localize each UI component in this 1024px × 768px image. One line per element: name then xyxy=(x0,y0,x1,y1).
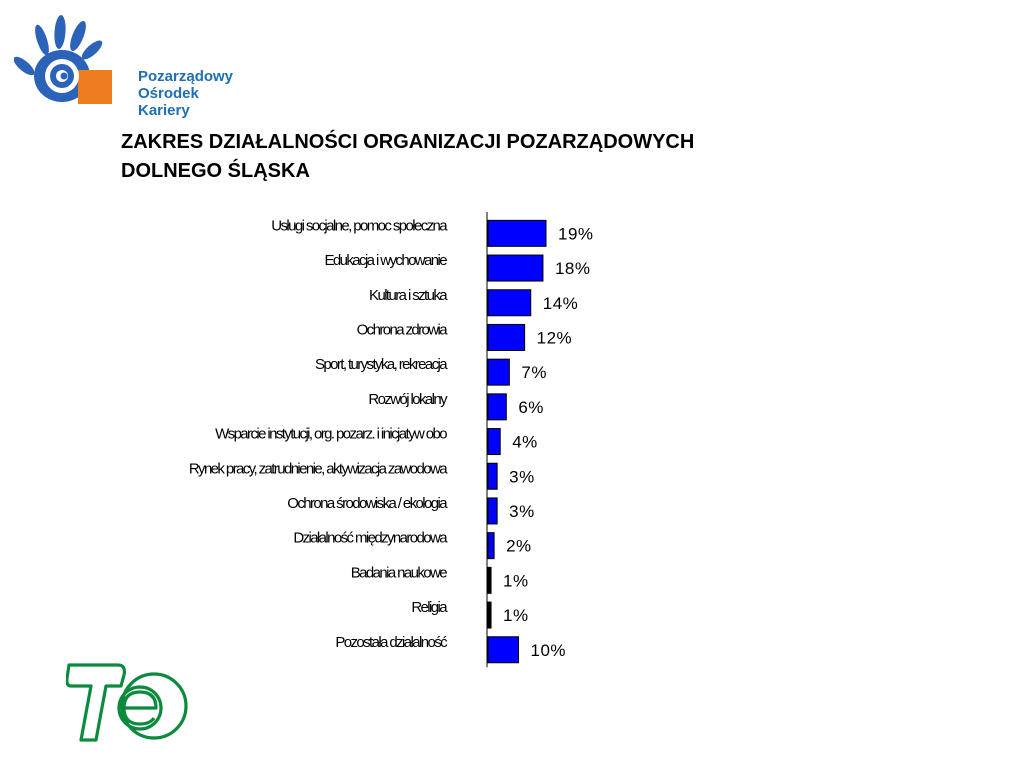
value-label: 2% xyxy=(506,536,532,556)
value-label: 10% xyxy=(530,640,567,660)
bar xyxy=(488,567,491,593)
bar xyxy=(488,359,509,385)
bar xyxy=(488,498,497,524)
category-label: Kultura i sztuka xyxy=(369,286,446,304)
value-label: 1% xyxy=(503,606,529,626)
value-label: 14% xyxy=(542,293,579,313)
organization-logo xyxy=(14,14,254,119)
logo-line-2: Ośrodek xyxy=(138,85,199,102)
category-label: Sport, turystyka, rekreacja xyxy=(314,356,446,374)
category-label: Badania naukowe xyxy=(350,564,446,582)
bar xyxy=(488,220,546,246)
bar xyxy=(488,533,494,559)
value-label: 6% xyxy=(518,397,544,417)
bar xyxy=(488,324,525,350)
category-label: Ochrona zdrowia xyxy=(356,321,446,339)
value-label: 1% xyxy=(503,571,529,591)
category-label: Religia xyxy=(411,599,446,617)
bar xyxy=(488,394,506,420)
hand-logo-icon xyxy=(14,14,124,114)
category-label: Edukacja i wychowanie xyxy=(324,252,446,270)
category-label: Wsparcie instytucji, org. pozarz. i inicjatyw obo xyxy=(215,425,446,443)
value-label: 3% xyxy=(509,467,535,487)
category-label: Ochrona środowiska / ekologia xyxy=(287,494,446,512)
bar xyxy=(488,290,531,316)
bar xyxy=(488,637,519,663)
bar xyxy=(488,429,500,455)
bar xyxy=(488,255,543,281)
value-label: 4% xyxy=(512,432,538,452)
chart-canvas xyxy=(0,200,700,680)
value-label: 3% xyxy=(509,501,535,521)
teo-logo-icon xyxy=(66,662,192,744)
title-line-2: DOLNEGO ŚLĄSKA xyxy=(121,160,310,182)
bar xyxy=(488,463,497,489)
category-label: Działalność międzynarodowa xyxy=(293,529,446,547)
logo-line-3: Kariery xyxy=(138,102,190,119)
category-label: Pozostała działalność xyxy=(335,633,446,651)
bar-chart xyxy=(0,200,700,680)
logo-line-1: Pozarządowy xyxy=(138,68,234,85)
title-line-1: ZAKRES DZIAŁALNOŚCI ORGANIZACJI POZARZĄDOWYCH xyxy=(121,131,695,153)
partner-logo xyxy=(66,662,192,744)
category-label: Rynek pracy, zatrudnienie, aktywizacja zawodowa xyxy=(188,460,446,478)
value-label: 19% xyxy=(558,224,594,244)
category-label: Rozwój lokalny xyxy=(368,390,446,408)
value-label: 18% xyxy=(554,259,591,279)
category-label: Usługi socjalne, pomoc społeczna xyxy=(271,217,446,235)
bar xyxy=(488,602,491,628)
value-label: 7% xyxy=(521,363,547,383)
value-label: 12% xyxy=(536,328,573,348)
page-title xyxy=(121,128,921,186)
